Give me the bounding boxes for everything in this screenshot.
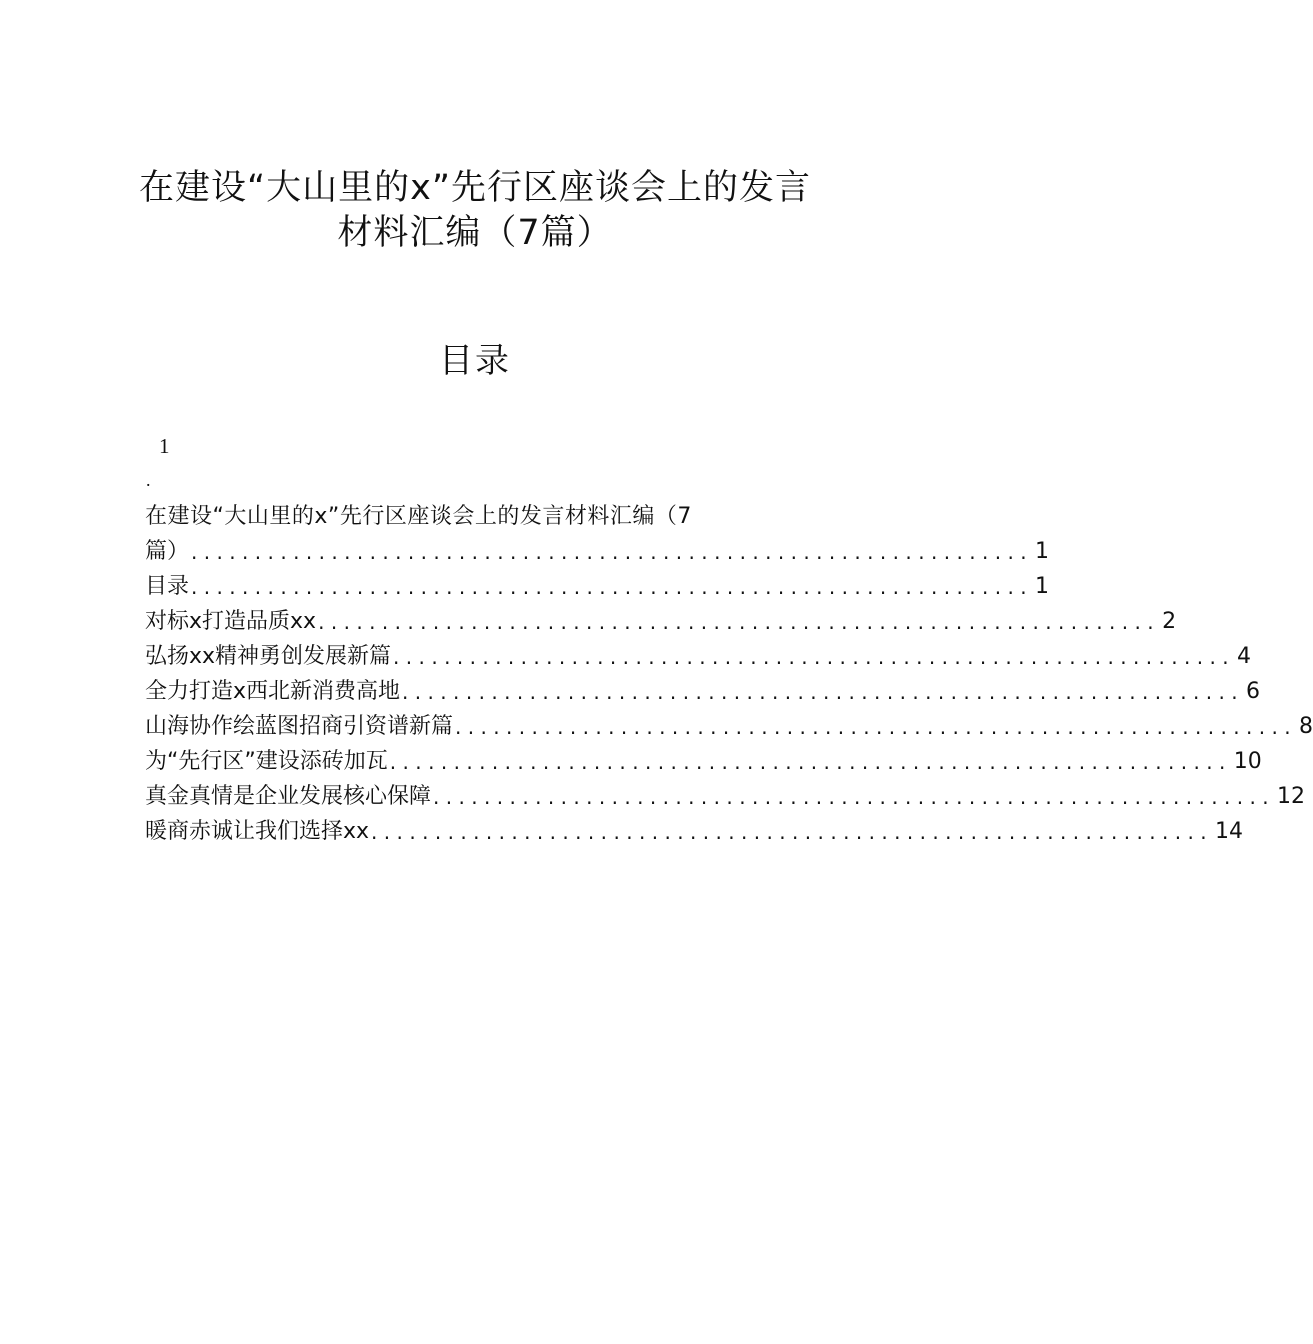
toc-entry-text: 在建设“大山里的x”先行区座谈会上的发言材料汇编（7 xyxy=(145,504,692,529)
toc-dot-leader: .................................................................. xyxy=(191,575,1034,599)
toc-dot-leader: .................................................................. xyxy=(318,610,1161,634)
toc-entry-text: 篇） xyxy=(145,539,190,564)
toc-page-number: 14 xyxy=(1215,819,1244,844)
toc-entry-text: 为“先行区”建设添砖加瓦 xyxy=(145,749,388,774)
toc-entry-text: 弘扬xx精神勇创发展新篇 xyxy=(145,644,392,669)
toc-entry-text: 对标x打造品质xx xyxy=(145,609,317,634)
toc-page-number: 2 xyxy=(1162,609,1177,634)
list-dot-marker: . xyxy=(146,470,151,490)
toc-entry[interactable] xyxy=(145,604,1177,639)
toc-entry-1-line-2[interactable] xyxy=(145,534,1050,569)
toc-dot-leader: .................................................................. xyxy=(402,680,1245,704)
document-title-line-1: 在建设“大山里的x”先行区座谈会上的发言 xyxy=(139,168,811,208)
toc-entry[interactable] xyxy=(145,744,1262,779)
table-of-contents xyxy=(145,500,1313,849)
toc-entry[interactable] xyxy=(145,779,1306,814)
toc-dot-leader: .................................................................. xyxy=(191,540,1034,564)
toc-page-number: 10 xyxy=(1233,749,1262,774)
toc-entry-text: 暖商赤诚让我们选择xx xyxy=(145,819,370,844)
toc-entry-text: 真金真情是企业发展核心保障 xyxy=(145,784,432,809)
toc-entry[interactable] xyxy=(145,674,1261,709)
toc-entry[interactable] xyxy=(145,639,1252,674)
toc-dot-leader: .................................................................. xyxy=(393,645,1236,669)
toc-dot-leader: .................................................................. xyxy=(389,750,1232,774)
toc-dot-leader: .................................................................. xyxy=(455,715,1298,739)
toc-entry-1-line-1[interactable] xyxy=(145,500,806,534)
toc-entry-text: 全力打造x西北新消费高地 xyxy=(145,679,401,704)
toc-page-number: 8 xyxy=(1299,714,1313,739)
toc-entry[interactable] xyxy=(145,814,1244,849)
list-number-marker: 1 xyxy=(159,434,170,458)
toc-page-number: 1 xyxy=(1035,539,1050,564)
document-title-line-2: 材料汇编（7篇） xyxy=(337,213,613,253)
toc-heading: 目录 xyxy=(439,341,511,381)
toc-entry-text: 目录 xyxy=(145,574,190,599)
toc-dot-leader: .................................................................. xyxy=(371,820,1214,844)
toc-entry[interactable] xyxy=(145,569,1050,604)
toc-page-number: 6 xyxy=(1246,679,1261,704)
toc-page-number: 1 xyxy=(1035,574,1050,599)
toc-dot-leader: .................................................................. xyxy=(433,785,1276,809)
toc-entry[interactable] xyxy=(145,709,1313,744)
toc-page-number: 4 xyxy=(1237,644,1252,669)
toc-entry-text: 山海协作绘蓝图招商引资谱新篇 xyxy=(145,714,454,739)
toc-page-number: 12 xyxy=(1277,784,1306,809)
